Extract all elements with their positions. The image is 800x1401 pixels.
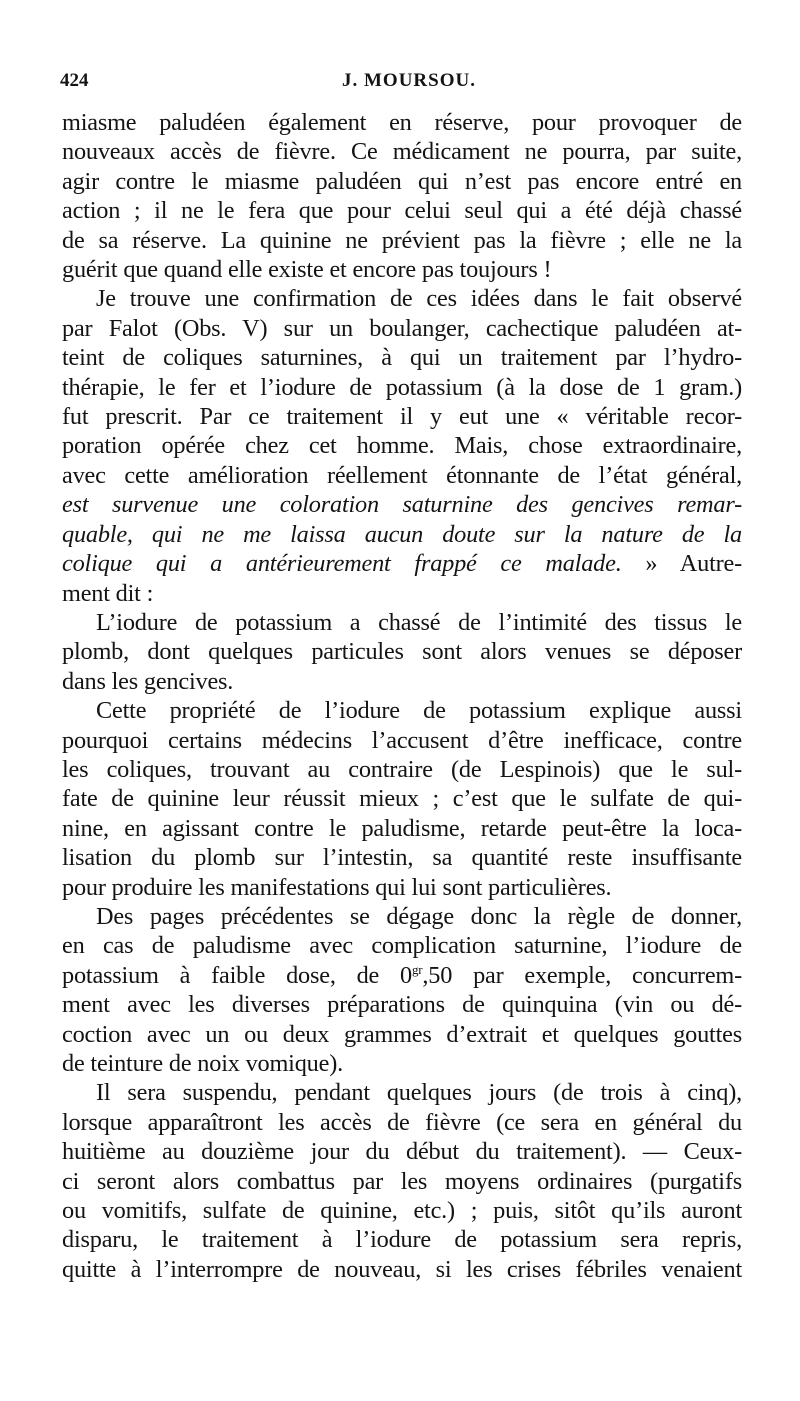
text-line: agir contre le miasme paludéen qui n’est pas encore entré en xyxy=(62,167,742,195)
text-line xyxy=(62,549,742,578)
text-line: fut prescrit. Par ce traitement il y eut une « véritable recor- xyxy=(62,403,742,431)
text-line: thérapie, le fer et l’iodure de potassium (à la dose de 1 gram.) xyxy=(62,373,742,401)
text-line: poration opérée chez cet homme. Mais, chose extraordinaire, xyxy=(62,432,742,460)
text-line: teint de coliques saturnines, à qui un traitement par l’hydro- xyxy=(62,344,742,372)
text-line: Cette propriété de l’iodure de potassium explique aussi xyxy=(96,697,742,725)
quote-close: » Autre- xyxy=(645,550,742,578)
text-line: ci seront alors combattus par les moyens ordinaires (purgatifs xyxy=(62,1167,742,1195)
text-line: dans les gencives. xyxy=(62,667,234,695)
text-line: ment dit : xyxy=(62,579,154,607)
text-line: pourquoi certains médecins l’accusent d’être inefficace, contre xyxy=(62,726,742,754)
text-line: lisation du plomb sur l’intestin, sa quantité reste insuffisante xyxy=(62,844,742,872)
text-line: plomb, dont quelques particules sont alors venues se déposer xyxy=(62,638,742,666)
text-line: pour produire les manifestations qui lui sont particulières. xyxy=(62,873,612,901)
text-line: quitte à l’interrompre de nouveau, si les crises fébriles venaient xyxy=(62,1255,742,1283)
text-line: de teinture de noix vomique). xyxy=(62,1050,343,1077)
text-line: action ; il ne le fera que pour celui seul qui a été déjà chassé xyxy=(62,197,742,225)
text-line: quable, qui ne me laissa aucun doute sur la nature de la xyxy=(62,520,742,548)
text-line: huitième au douzième jour du début du traitement). — Ceux- xyxy=(62,1138,742,1166)
text-line: guérit que quand elle existe et encore pas toujours ! xyxy=(62,256,552,284)
dose-text: potassium à faible dose, de 0 xyxy=(62,961,412,989)
text-line: ment avec les diverses préparations de quinquina (vin ou dé- xyxy=(62,991,742,1019)
text-line: nouveaux accès de fièvre. Ce médicament ne pourra, par suite, xyxy=(62,138,742,166)
text-line: en cas de paludisme avec complication saturnine, l’iodure de xyxy=(62,932,742,960)
text-line: coction avec un ou deux grammes d’extrait et quelques gouttes xyxy=(62,1020,742,1048)
text-line: avec cette amélioration réellement étonnante de l’état général, xyxy=(62,461,742,489)
text-line: Il sera suspendu, pendant quelques jours (de trois à cinq), xyxy=(96,1079,742,1107)
text-line: est survenue une coloration saturnine des gencives remar- xyxy=(62,491,742,519)
text-line: ou vomitifs, sulfate de quinine, etc.) ; puis, sitôt qu’ils auront xyxy=(62,1197,742,1225)
page-number: 424 xyxy=(60,70,89,91)
text-line: Des pages précédentes se dégage donc la règle de donner, xyxy=(96,902,742,930)
text-line: les coliques, trouvant au contraire (de Lespinois) que le sul- xyxy=(62,755,742,783)
text-line: L’iodure de potassium a chassé de l’intimité des tissus le xyxy=(96,608,742,636)
text-line: fate de quinine leur réussit mieux ; c’est que le sulfate de qui- xyxy=(62,785,742,813)
text-line xyxy=(62,961,742,990)
running-head: J. MOURSOU. xyxy=(342,70,476,91)
dose-text-cont: ,50 par exemple, concurrem- xyxy=(422,961,743,989)
text-line: par Falot (Obs. V) sur un boulanger, cachectique paludéen at- xyxy=(62,314,742,342)
text-line: nine, en agissant contre le paludisme, retarde peut-être la loca- xyxy=(62,814,742,842)
gram-superscript: gr xyxy=(411,961,423,977)
body-text xyxy=(62,108,742,1284)
italic-quote-end: colique qui a antérieurement frappé ce malade. xyxy=(62,550,622,578)
text-line: miasme paludéen également en réserve, pour provoquer de xyxy=(62,109,742,136)
page-header xyxy=(60,70,740,100)
text-line: lorsque apparaîtront les accès de fièvre (ce sera en général du xyxy=(62,1108,742,1136)
text-line: disparu, le traitement à l’iodure de potassium sera repris, xyxy=(62,1226,742,1254)
text-line: de sa réserve. La quinine ne prévient pas la fièvre ; elle ne la xyxy=(62,226,742,254)
text-line: Je trouve une confirmation de ces idées dans le fait observé xyxy=(96,285,742,313)
